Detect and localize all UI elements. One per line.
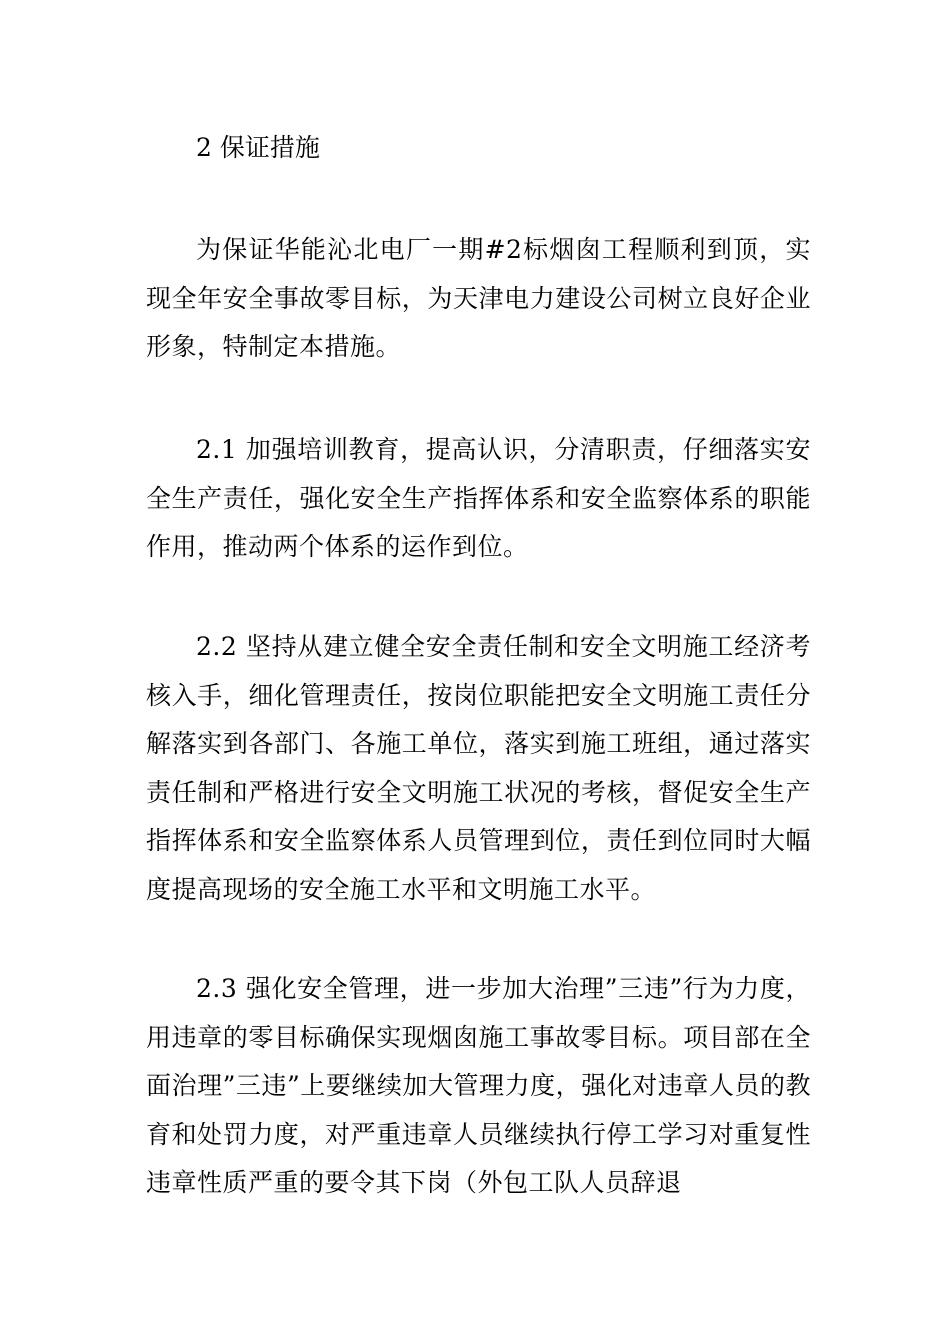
paragraph-2-1: 2.1 加强培训教育，提高认识，分清职责，仔细落实安全生产责任，强化安全生产指挥体系和安全监察体系的职能作用，推动两个体系的运作到位。 [146, 435, 811, 561]
section-heading: 2 保证措施 [196, 133, 320, 162]
paragraph-intro: 为保证华能沁北电厂一期#2标烟囱工程顺利到顶，实现全年安全事故零目标，为天津电力建设公司树立良好企业形象，特制定本措施。 [146, 235, 811, 361]
paragraph-2-3: 2.3 强化安全管理，进一步加大治理”三违”行为力度，用违章的零目标确保实现烟囱施工事故零目标。项目部在全面治理”三违”上要继续加大管理力度，强化对违章人员的教育和处罚力度，对严重违章人员继续执行停工学习对重复性违章性质严重的要令其下岗（外包工队人员辞退 [146, 974, 811, 1197]
paragraph-2-2: 2.2 坚持从建立健全安全责任制和安全文明施工经济考核入手，细化管理责任，按岗位职能把安全文明施工责任分解落实到各部门、各施工单位，落实到施工班组，通过落实责任制和严格进行安全文明施工状况的考核，督促安全生产指挥体系和安全监察体系人员管理到位，责任到位同时大幅度提高现场的安全施工水平和文明施工水平。 [146, 632, 811, 904]
